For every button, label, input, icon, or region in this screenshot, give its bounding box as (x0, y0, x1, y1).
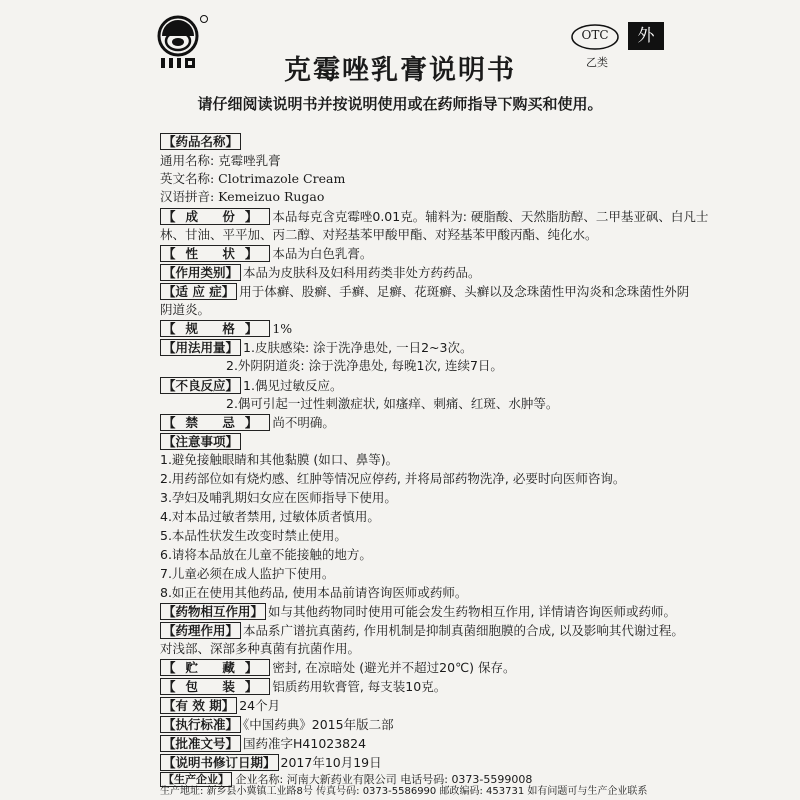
precaution-item: 2.用药部位如有烧灼感、红肿等情况应停药, 并将局部药物洗净, 必要时向医师咨询。 (160, 471, 626, 486)
storage-row (160, 659, 515, 677)
precaution-item: 5.本品性状发生改变时禁止使用。 (160, 528, 347, 543)
contraindications-text: 尚不明确。 (272, 415, 335, 430)
dosage-text: 1.皮肤感染: 涂于洗净患处, 一日2~3次。 (243, 340, 473, 355)
standard-heading: 【执行标准】 (160, 716, 241, 733)
postal-label: 邮政编码: (439, 786, 483, 797)
precaution-item: 7.儿童必须在成人监护下使用。 (160, 566, 335, 581)
composition-text-2: 林、甘油、平平加、丙二醇、对羟基苯甲酸甲酯、对羟基苯甲酸丙酯、纯化水。 (160, 227, 598, 242)
specification-row (160, 320, 292, 338)
precaution-item: 8.如正在使用其他药品, 使用本品前请咨询医师或药师。 (160, 585, 468, 600)
storage-text: 密封, 在凉暗处 (避光并不超过20℃) 保存。 (272, 660, 516, 675)
approval-row (160, 735, 366, 753)
interactions-heading: 【药物相互作用】 (160, 603, 266, 620)
manufacturer-row-2 (160, 786, 647, 798)
category-row (160, 264, 481, 282)
pinyin-name: 汉语拼音: Kemeizuo Rugao (160, 189, 325, 204)
phone-number: 0373-5599008 (451, 773, 533, 786)
pharmacology-heading: 【药理作用】 (160, 622, 241, 639)
company-name: 河南大新药业有限公司 (286, 773, 397, 786)
properties-heading: 【性 状】 (160, 245, 270, 262)
pharmacology-row (160, 622, 684, 640)
package-text: 铝质药用软膏管, 每支装10克。 (272, 679, 447, 694)
address: 新乡县小冀镇工业路8号 (206, 786, 313, 797)
contraindications-heading: 【禁 忌】 (160, 414, 270, 431)
precautions-heading-row (160, 433, 241, 451)
usage-notice: 请仔细阅读说明书并按说明使用或在药师指导下购买和使用。 (197, 95, 603, 113)
indications-text: 用于体癣、股癣、手癣、足癣、花斑癣、头癣以及念珠菌性甲沟炎和念珠菌性外阴 (239, 284, 690, 299)
standard-row (160, 716, 394, 734)
otc-category: 乙类 (586, 56, 608, 69)
address-label: 生产地址: (160, 786, 204, 797)
postal-code: 453731 (486, 786, 525, 797)
validity-text: 24个月 (239, 698, 281, 713)
indications-text-2: 阴道炎。 (160, 302, 211, 317)
package-heading: 【包 装】 (160, 678, 270, 695)
indications-row (160, 283, 689, 301)
indications-heading: 【适 应 症】 (160, 283, 237, 300)
adverse-text: 1.偶见过敏反应。 (243, 378, 343, 393)
interactions-text: 如与其他药物同时使用可能会发生药物相互作用, 详情请咨询医师或药师。 (268, 604, 676, 619)
drug-name-heading: 【药品名称】 (160, 133, 241, 151)
properties-row (160, 245, 372, 263)
category-heading: 【作用类别】 (160, 264, 241, 281)
precaution-item: 3.孕妇及哺乳期妇女应在医师指导下使用。 (160, 490, 397, 505)
standard-text: 《中国药典》2015年版二部 (243, 717, 394, 732)
composition-row (160, 208, 708, 226)
storage-heading: 【贮 藏】 (160, 659, 270, 676)
precautions-heading: 【注意事项】 (160, 433, 241, 450)
precaution-item: 6.请将本品放在儿童不能接触的地方。 (160, 547, 372, 562)
precaution-item: 1.避免接触眼睛和其他黏膜 (如口、鼻等)。 (160, 452, 399, 467)
otc-label: OTC (581, 28, 609, 42)
pharmacology-text: 本品系广谱抗真菌药, 作用机制是抑制真菌细胞膜的合成, 以及影响其代谢过程。 (243, 623, 684, 638)
dosage-row (160, 339, 472, 357)
package-row (160, 678, 446, 696)
adverse-heading: 【不良反应】 (160, 377, 241, 394)
page-title: 克霉唑乳膏说明书 (284, 55, 516, 86)
external-use-badge: 外 (628, 22, 664, 50)
adverse-text-2: 2.偶可引起一过性刺激症状, 如瘙痒、刺痛、红斑、水肿等。 (226, 396, 559, 411)
dosage-text-2: 2.外阴阴道炎: 涂于洗净患处, 每晚1次, 连续7日。 (226, 358, 503, 373)
validity-heading: 【有 效 期】 (160, 697, 237, 714)
dosage-heading: 【用法用量】 (160, 339, 241, 356)
fax-number: 0373-5586990 (362, 786, 437, 797)
contraindications-row (160, 414, 335, 432)
company-label: 企业名称: (235, 773, 284, 786)
approval-text: 国药准字H41023824 (243, 736, 367, 751)
contact-note: 如有问题可与生产企业联系 (527, 786, 648, 797)
properties-text: 本品为白色乳膏。 (272, 246, 373, 261)
composition-text: 本品每克含克霉唑0.01克。辅料为: 硬脂酸、天然脂肪醇、二甲基亚砜、白凡士 (272, 209, 709, 224)
english-name: 英文名称: Clotrimazole Cream (160, 171, 346, 186)
fax-label: 传真号码: (316, 786, 360, 797)
manufacturer-heading: 【生产企业】 (160, 772, 232, 787)
specification-text: 1% (272, 321, 293, 336)
revision-row (160, 754, 382, 772)
approval-heading: 【批准文号】 (160, 735, 241, 752)
validity-row (160, 697, 280, 715)
generic-name: 通用名称: 克霉唑乳膏 (160, 153, 281, 168)
category-text: 本品为皮肤科及妇科用药类非处方药药品。 (243, 265, 481, 280)
precaution-item: 4.对本品过敏者禁用, 过敏体质者慎用。 (160, 509, 380, 524)
adverse-row (160, 377, 342, 395)
revision-heading: 【说明书修订日期】 (160, 754, 279, 771)
composition-heading: 【成 份】 (160, 208, 270, 225)
interactions-row (160, 603, 676, 621)
pharmacology-text-2: 对浅部、深部多种真菌有抗菌作用。 (160, 641, 361, 656)
revision-text: 2017年10月19日 (280, 755, 382, 770)
phone-label: 电话号码: (400, 773, 448, 786)
specification-heading: 【规 格】 (160, 320, 270, 337)
manufacturer-row (160, 773, 532, 786)
